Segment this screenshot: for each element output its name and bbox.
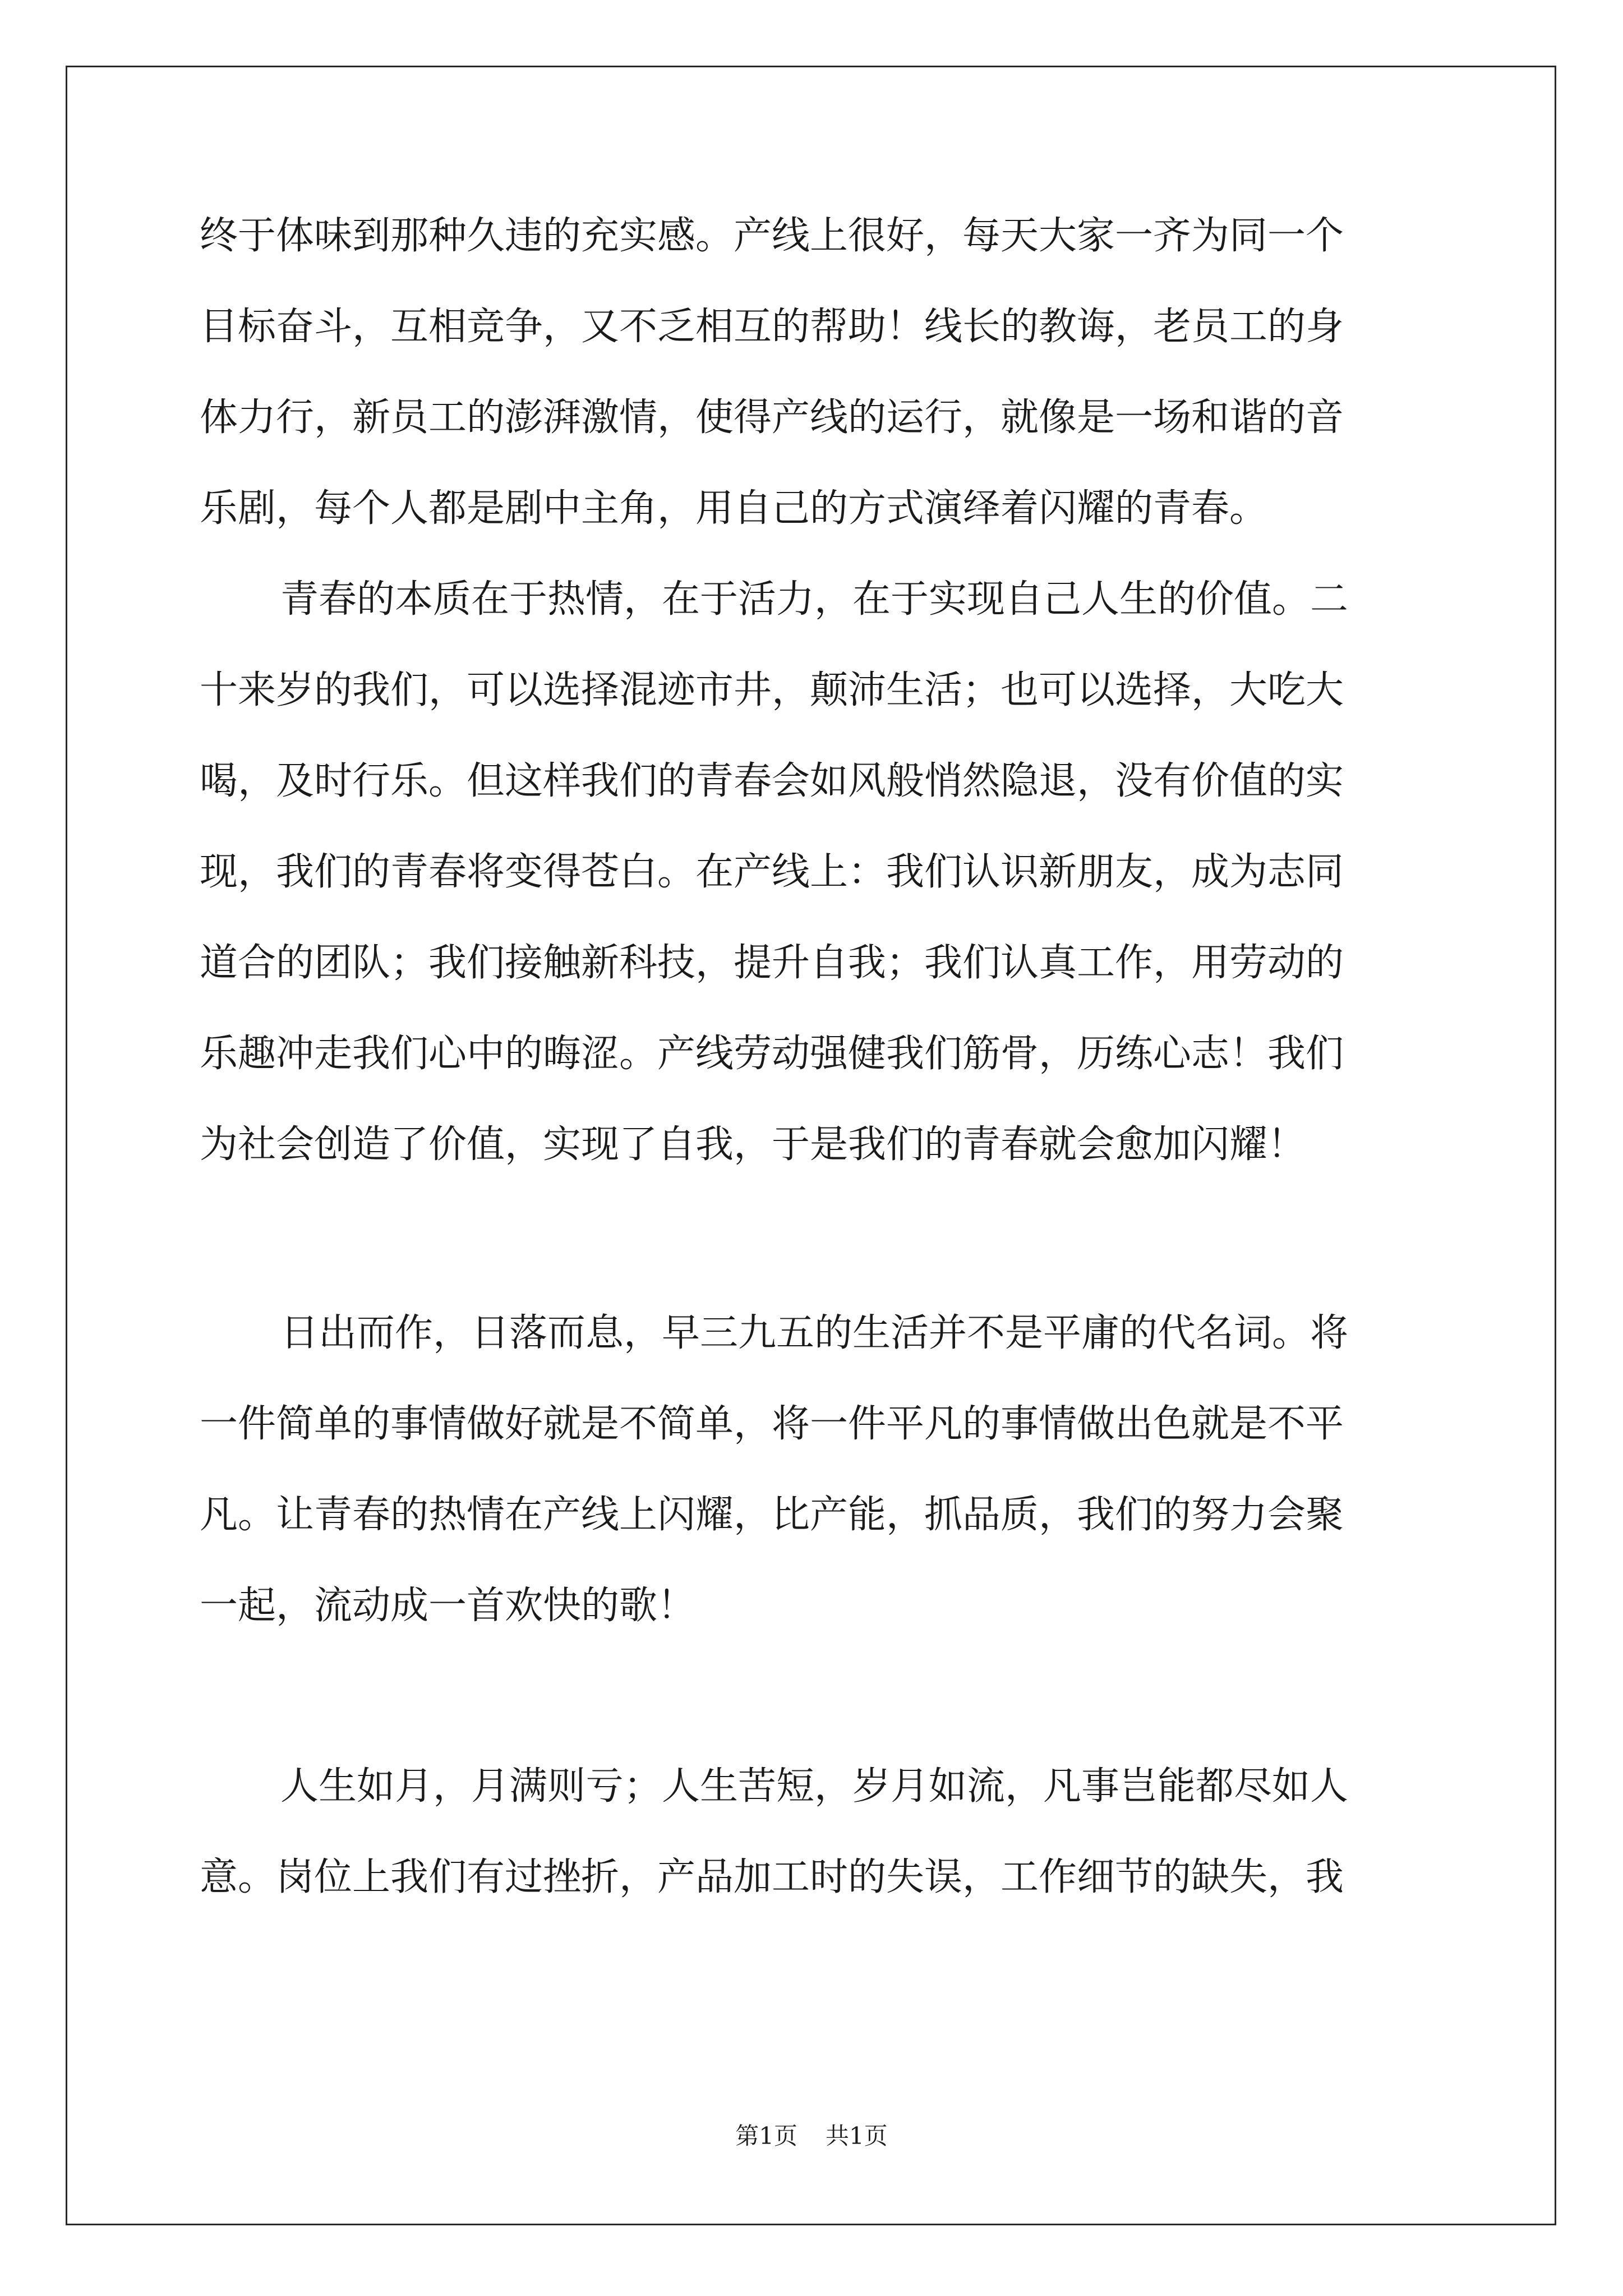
paragraph-first-line: 日出而作，日落而息，早三九五的生活并不是平庸的代名词。将 — [280, 1311, 1349, 1355]
paragraph-first-line: 青春的本质在于热情，在于活力，在于实现自己人生的价值。二 — [280, 577, 1349, 622]
text-line: 体力行，新员工的澎湃激情，使得产线的运行，就像是一场和谐的音 — [200, 395, 1344, 440]
text-line: 乐剧，每个人都是剧中主角，用自己的方式演绎着闪耀的青春。 — [200, 486, 1268, 531]
page-total: 共1页 — [826, 2122, 888, 2150]
text-line: 现，我们的青春将变得苍白。在产线上：我们认识新朋友，成为志同 — [200, 850, 1344, 894]
text-line: 凡。让青春的热情在产线上闪耀，比产能，抓品质，我们的努力会聚 — [200, 1493, 1344, 1537]
page-footer — [0, 2122, 1623, 2150]
text-line: 意。岗位上我们有过挫折，产品加工时的失误，工作细节的缺失，我 — [200, 1855, 1344, 1899]
text-line: 道合的团队；我们接触新科技，提升自我；我们认真工作，用劳动的 — [200, 941, 1344, 985]
text-line: 目标奋斗，互相竞争，又不乏相互的帮助！线长的教诲，老员工的身 — [200, 305, 1344, 349]
text-line: 乐趣冲走我们心中的晦涩。产线劳动强健我们筋骨，历练心志！我们 — [200, 1032, 1344, 1076]
page-number: 第1页 — [735, 2122, 797, 2150]
text-line: 十来岁的我们，可以选择混迹市井，颠沛生活；也可以选择，大吃大 — [200, 668, 1344, 712]
text-line: 一件简单的事情做好就是不简单，将一件平凡的事情做出色就是不平 — [200, 1402, 1344, 1446]
text-line: 喝，及时行乐。但这样我们的青春会如风般悄然隐退，没有价值的实 — [200, 759, 1344, 803]
text-line: 一起，流动成一首欢快的歌！ — [200, 1584, 696, 1628]
text-line: 终于体味到那种久违的充实感。产线上很好，每天大家一齐为同一个 — [200, 214, 1344, 258]
text-line: 为社会创造了价值，实现了自我，于是我们的青春就会愈加闪耀！ — [200, 1122, 1306, 1167]
paragraph-first-line: 人生如月，月满则亏；人生苦短，岁月如流，凡事岂能都尽如人 — [280, 1764, 1349, 1809]
